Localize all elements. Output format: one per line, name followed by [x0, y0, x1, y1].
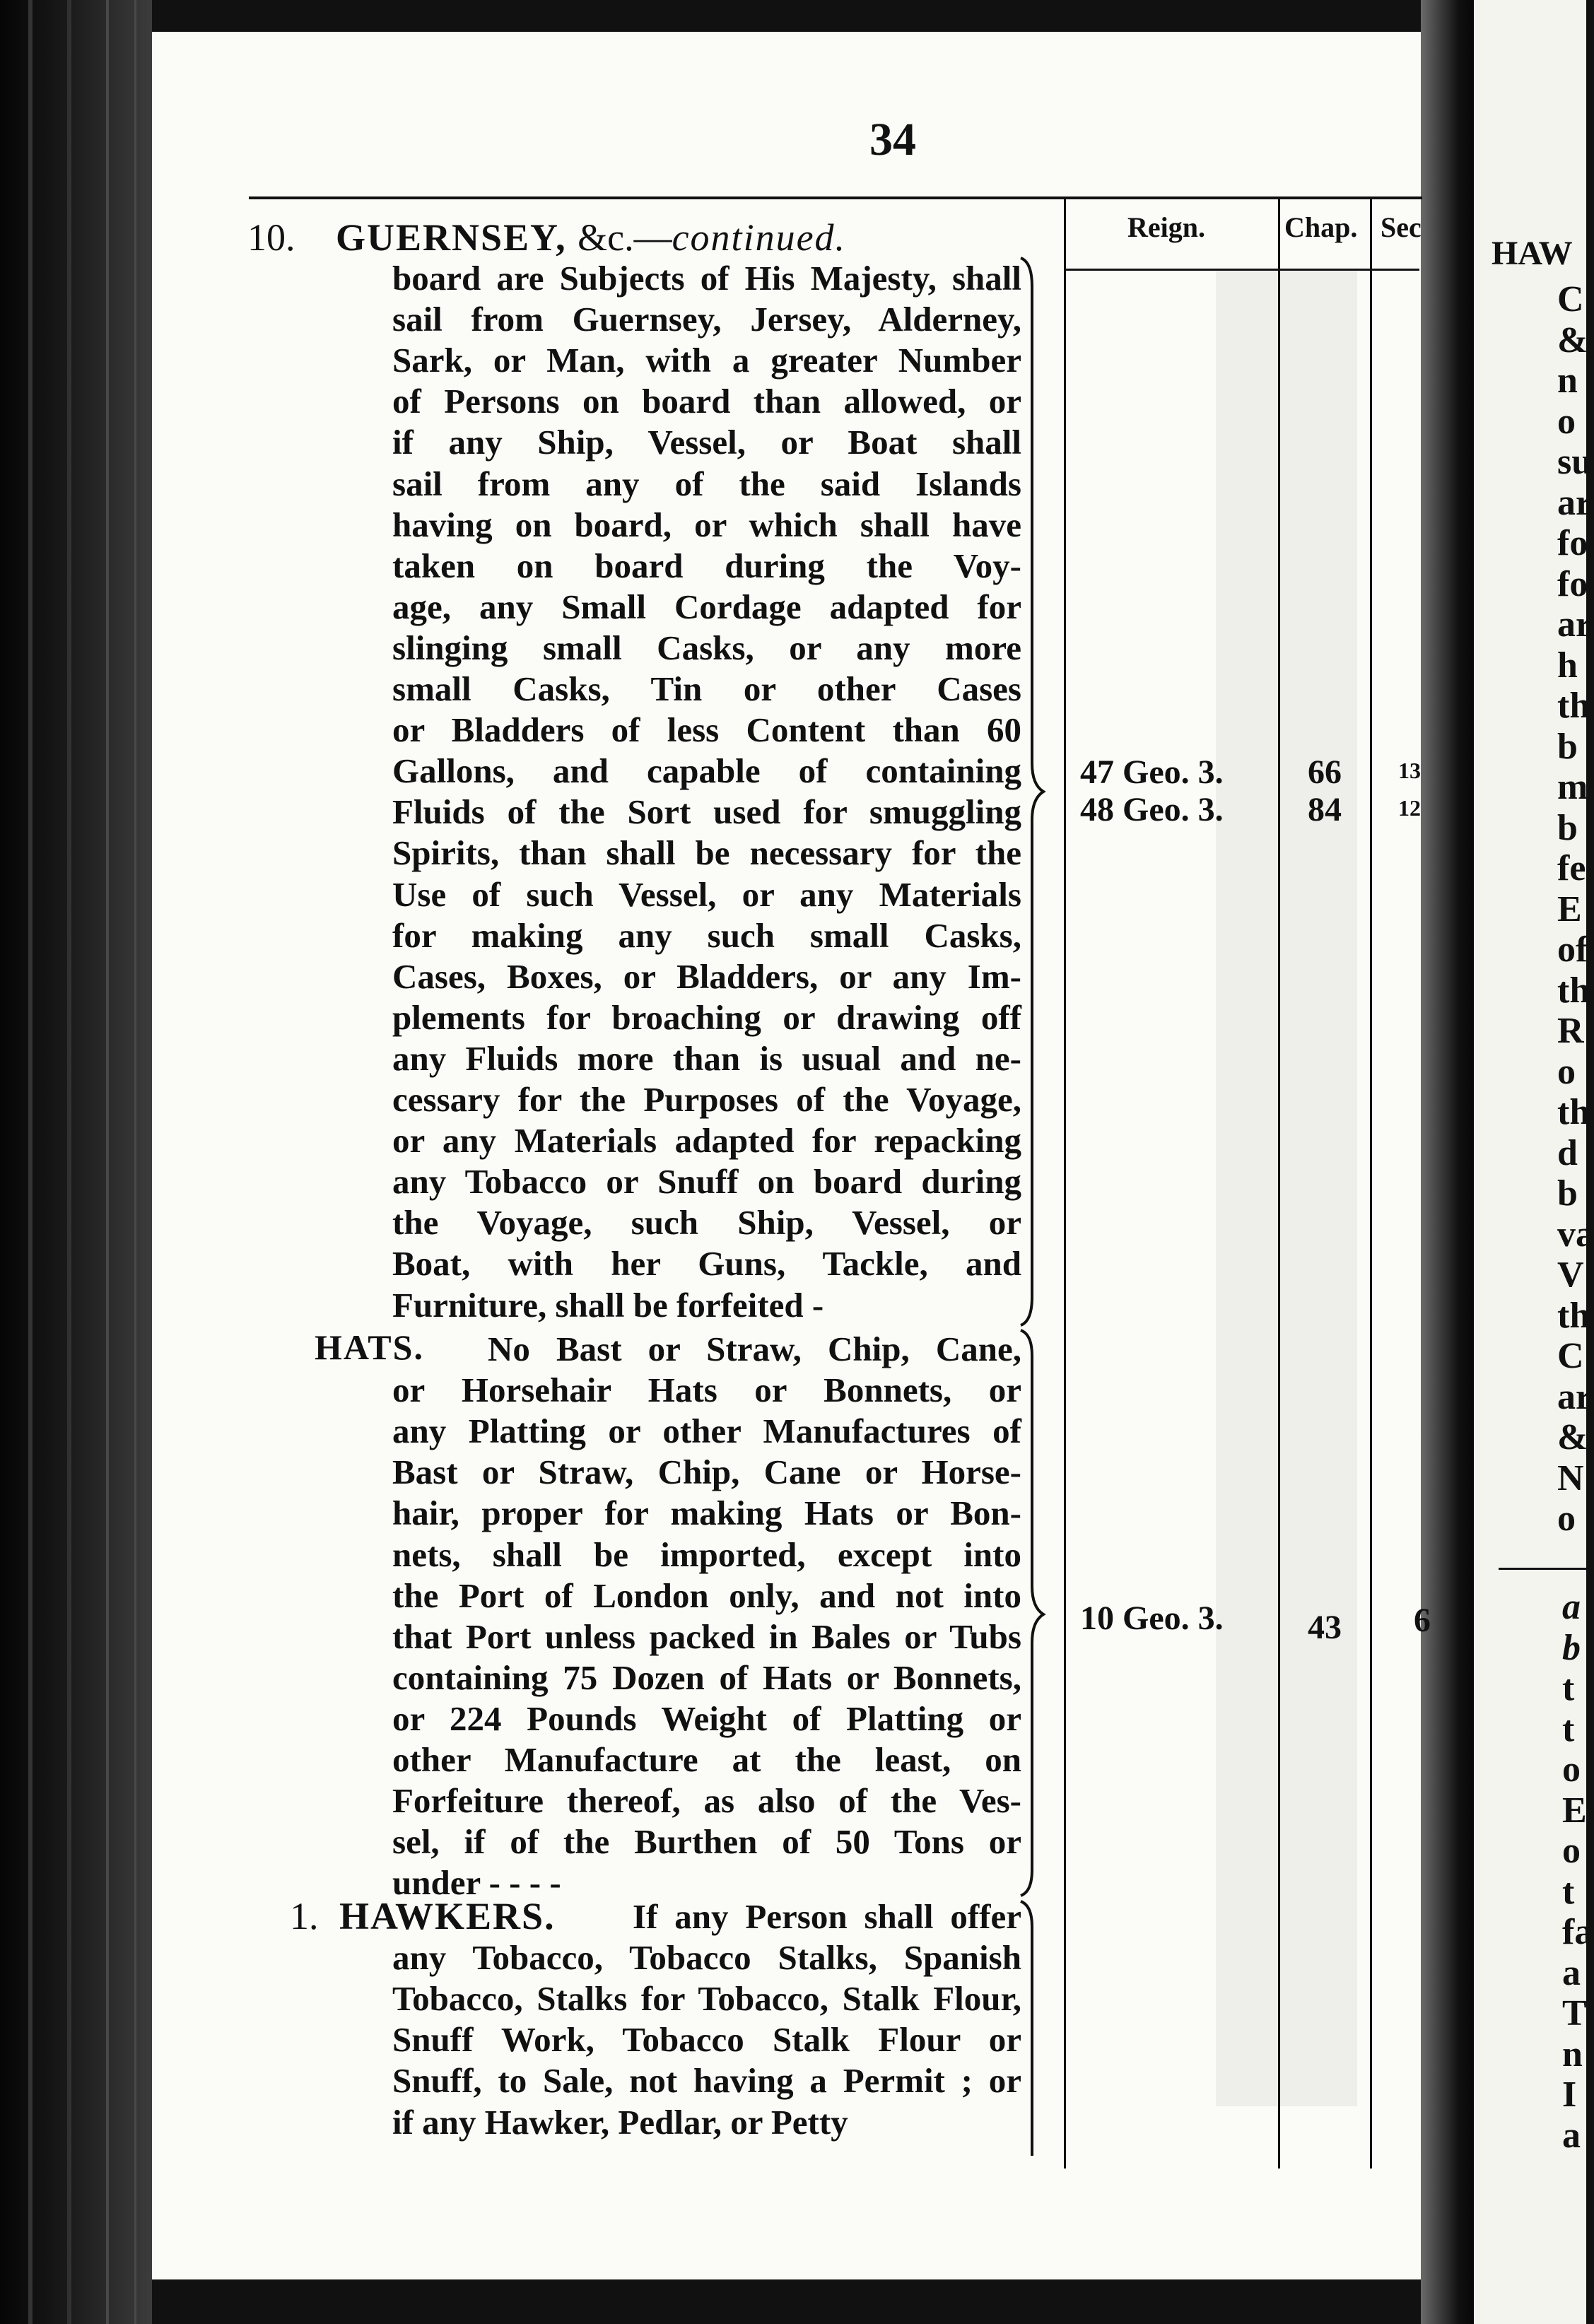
facing-page-fragment: C: [1557, 279, 1584, 319]
facing-page-fragment: fe: [1557, 848, 1586, 888]
body-line: or Bladders of less Content than 60: [392, 710, 1021, 750]
facing-page-fragment: fa: [1562, 1912, 1593, 1952]
body-line: hair, proper for making Hats or Bon-: [392, 1493, 1021, 1533]
facing-page-fragment: R: [1557, 1011, 1584, 1051]
body-line: the Voyage, such Ship, Vessel, or: [392, 1203, 1021, 1243]
header-underline: [1066, 269, 1419, 271]
body-line: cessary for the Purposes of the Voyage,: [392, 1080, 1021, 1119]
body-line: Gallons, and capable of containing: [392, 751, 1021, 791]
heading-text: GUERNSEY,: [336, 216, 567, 259]
entry-number: 1.: [290, 1895, 319, 1937]
heading-continued: continued.: [672, 216, 847, 259]
body-line: If any Person shall offer: [633, 1897, 1021, 1936]
body-line: that Port unless packed in Bales or Tubs: [392, 1616, 1021, 1656]
ref-chap: 43: [1308, 1609, 1342, 1646]
facing-page-fragment: h: [1557, 645, 1578, 686]
facing-page-fragment: fo: [1557, 523, 1588, 563]
facing-page-fragment: fo: [1557, 563, 1588, 604]
facing-page-fragment: t: [1562, 1668, 1575, 1708]
facing-page-heading: HAW: [1492, 235, 1573, 272]
facing-page-fragment: V: [1557, 1255, 1584, 1295]
body-line: having on board, or which shall have: [392, 505, 1021, 544]
page-number: 34: [869, 114, 916, 165]
body-line: Furniture, shall be forfeited -: [392, 1285, 824, 1325]
body-line: Use of such Vessel, or any Materials: [392, 874, 1021, 914]
body-line: Tobacco, Stalks for Tobacco, Stalk Flour,: [392, 1979, 1021, 2019]
book-gutter: [0, 0, 152, 2324]
body-line: under - - - -: [392, 1863, 561, 1903]
facing-page-fragment: ar: [1557, 482, 1593, 523]
body-line: any Fluids more than is usual and ne-: [392, 1038, 1021, 1078]
body-line: Forfeiture thereof, as also of the Ves-: [392, 1781, 1021, 1821]
facing-page-fragment: ar: [1557, 604, 1593, 645]
column-rule-reign: [1278, 196, 1280, 2169]
column-header-chap: Chap.: [1284, 211, 1358, 243]
facing-page-fragment: E: [1562, 1790, 1587, 1831]
body-line: Bast or Straw, Chip, Cane or Horse-: [392, 1452, 1021, 1492]
brace-guernsey: [1018, 258, 1046, 1325]
body-line: if any Hawker, Pedlar, or Petty: [392, 2102, 848, 2142]
body-line: Fluids of the Sort used for smuggling: [392, 792, 1021, 832]
facing-page-fragment: o: [1557, 1051, 1576, 1092]
ref-sect: 6: [1414, 1602, 1431, 1639]
facing-page-fragment: of: [1557, 929, 1588, 970]
ref-reign: 48 Geo. 3.: [1080, 791, 1224, 828]
body-line: other Manufacture at the least, on: [392, 1740, 1021, 1779]
facing-page-fragment: &: [1557, 1417, 1588, 1457]
facing-page-fragment: t: [1562, 1871, 1575, 1912]
body-line: age, any Small Cordage adapted for: [392, 587, 1021, 626]
ref-reign: 10 Geo. 3.: [1080, 1600, 1224, 1637]
facing-page-fragment: th: [1557, 1092, 1590, 1132]
column-header-reign: Reign.: [1127, 211, 1205, 243]
body-line: of Persons on board than allowed, or: [392, 382, 1021, 421]
brace-hats: [1018, 1330, 1046, 1896]
facing-page-fragment: C: [1557, 1336, 1584, 1376]
body-line: board are Subjects of His Majesty, shall: [392, 259, 1021, 298]
body-line: or any Materials adapted for repacking: [392, 1121, 1021, 1161]
body-line: any Tobacco, Tobacco Stalks, Spanish: [392, 1938, 1021, 1978]
show-through-stain: [1216, 269, 1357, 2106]
facing-page-fragment: m: [1557, 767, 1588, 807]
facing-page-fragment: a: [1562, 2115, 1581, 2156]
body-line: Boat, with her Guns, Tackle, and: [392, 1244, 1021, 1284]
body-line: containing 75 Dozen of Hats or Bonnets,: [392, 1657, 1021, 1697]
body-line: small Casks, Tin or other Cases: [392, 669, 1021, 708]
facing-page: [1474, 0, 1594, 2324]
body-line: No Bast or Straw, Chip, Cane,: [488, 1330, 1021, 1368]
body-line: sail from any of the said Islands: [392, 464, 1021, 503]
column-rule-left: [1064, 196, 1066, 2169]
facing-page-fragment: o: [1557, 1498, 1576, 1539]
body-line: plements for broaching or drawing off: [392, 997, 1021, 1037]
facing-page-fragment: n: [1562, 2034, 1583, 2074]
facing-page-fragment: n: [1557, 360, 1578, 401]
facing-page-fragment: o: [1562, 1831, 1581, 1871]
facing-page-fragment: a: [1562, 1952, 1581, 1993]
ref-chap: 84: [1308, 791, 1342, 828]
facing-page-fragment: o: [1562, 1749, 1581, 1790]
facing-page-fragment: th: [1557, 686, 1590, 726]
body-line: for making any such small Casks,: [392, 915, 1021, 955]
body-line: nets, shall be imported, except into: [392, 1534, 1021, 1574]
body-line: any Tobacco or Snuff on board during: [392, 1162, 1021, 1202]
facing-page-rule: [1499, 1568, 1586, 1570]
body-line: Snuff, to Sale, not having a Permit ; or: [392, 2061, 1021, 2101]
body-line: sail from Guernsey, Jersey, Alderney,: [392, 300, 1021, 339]
facing-page-fragment: N: [1557, 1457, 1584, 1498]
entry-number: 10.: [247, 216, 295, 259]
body-line: Sark, or Man, with a greater Number: [392, 341, 1021, 380]
body-line: if any Ship, Vessel, or Boat shall: [392, 423, 1021, 462]
facing-page-fragment: E: [1557, 888, 1582, 929]
column-rule-chap: [1370, 196, 1372, 2169]
facing-page-fragment: t: [1562, 1708, 1575, 1749]
body-line: Snuff Work, Tobacco Stalk Flour or: [392, 2020, 1021, 2060]
body-line: any Platting or other Manufactures of: [392, 1412, 1021, 1451]
body-line: sel, if of the Burthen of 50 Tons or: [392, 1822, 1021, 1862]
facing-page-fragment: b: [1562, 1627, 1581, 1668]
entry-heading-guernsey: [336, 216, 846, 259]
facing-page-fragment: a: [1562, 1587, 1581, 1627]
facing-page-fragment: va: [1557, 1214, 1594, 1255]
ref-reign: 47 Geo. 3.: [1080, 753, 1224, 791]
facing-page-fragment: th: [1557, 970, 1590, 1011]
body-line: Spirits, than shall be necessary for the: [392, 833, 1021, 873]
body-line: or 224 Pounds Weight of Platting or: [392, 1698, 1021, 1738]
facing-page-fragment: b: [1557, 726, 1578, 767]
ref-sect: 12: [1398, 795, 1421, 821]
entry-heading-hawkers: HAWKERS.: [339, 1895, 556, 1937]
heading-suffix: &c.—: [578, 216, 672, 259]
facing-page-fragment: b: [1557, 1173, 1578, 1214]
body-line: the Port of London only, and not into: [392, 1575, 1021, 1615]
facing-page-fragment: b: [1557, 807, 1578, 848]
facing-page-fragment: T: [1562, 1993, 1587, 2034]
entry-heading-hats: HATS.: [315, 1327, 424, 1367]
ref-chap: 66: [1308, 753, 1342, 791]
facing-page-fragment: o: [1557, 401, 1576, 442]
body-line: slinging small Casks, or any more: [392, 628, 1021, 667]
column-header-sect: Sec: [1381, 211, 1422, 243]
body-line: Cases, Boxes, or Bladders, or any Im-: [392, 956, 1021, 996]
brace-hawkers: [1018, 1901, 1046, 2156]
top-rule: [249, 196, 1422, 199]
body-line: taken on board during the Voy-: [392, 546, 1021, 585]
facing-page-fragment: I: [1562, 2074, 1577, 2115]
facing-page-fragment: &: [1557, 319, 1588, 360]
body-line: or Horsehair Hats or Bonnets, or: [392, 1371, 1021, 1410]
facing-page-fragment: su: [1557, 442, 1593, 482]
facing-page-fragment: d: [1557, 1132, 1578, 1173]
facing-page-fragment: th: [1557, 1295, 1590, 1336]
facing-page-fragment: ar: [1557, 1376, 1593, 1417]
ref-sect: 13: [1398, 758, 1421, 783]
